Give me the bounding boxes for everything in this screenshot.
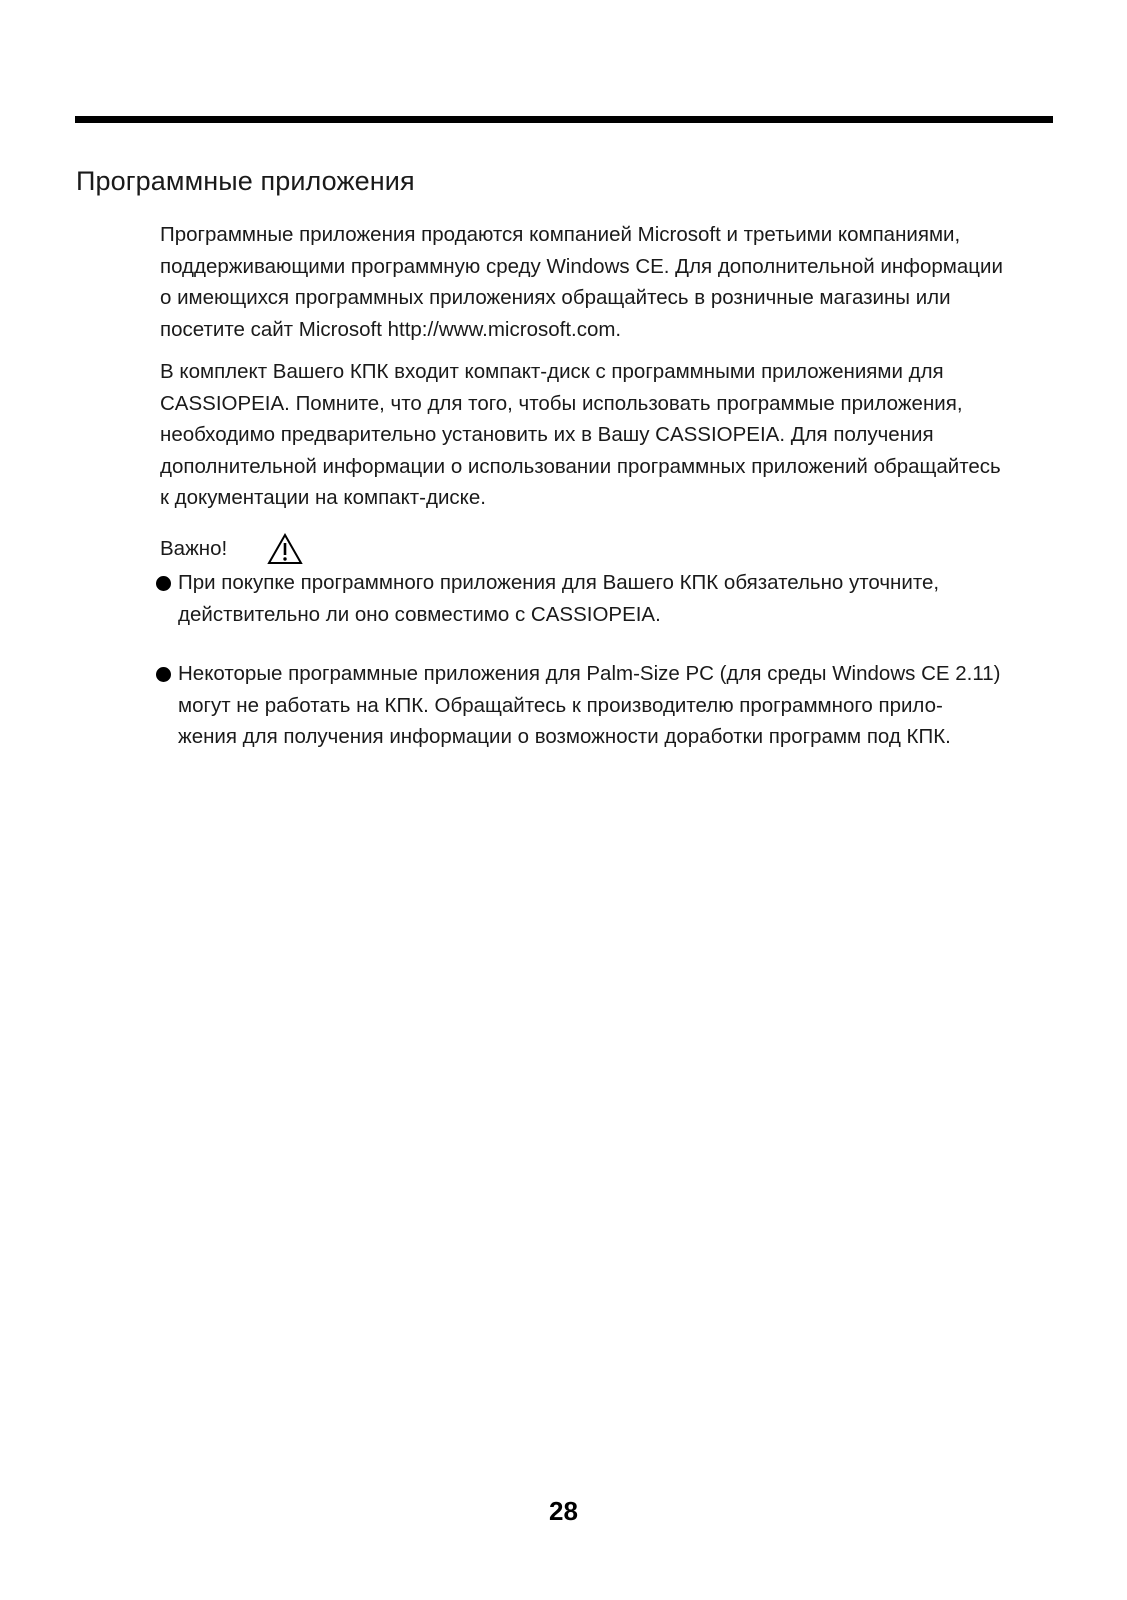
paragraph-line: CASSIOPEIA. Помните, что для того, чтобы использовать программые приложения, — [160, 391, 963, 415]
list-item-line: действительно ли оно совместимо с CASSIOPEIA. — [178, 602, 661, 626]
paragraph-line: дополнительной информации о использовании программных приложений обращайтесь — [160, 454, 1001, 478]
list-item-line: Некоторые программные приложения для Palm-Size PC (для среды Windows CE 2.11) — [178, 662, 1001, 685]
paragraph-line: необходимо предварительно установить их в Вашу CASSIOPEIA. Для получения — [160, 423, 934, 447]
list-item-text — [178, 658, 1000, 753]
paragraph-software-sources — [160, 219, 1100, 345]
important-note-heading — [160, 533, 303, 565]
paragraph-line: к документации на компакт-диске. — [160, 486, 486, 510]
list-item-line: жения для получения информации о возможности доработки программ под КПК. — [178, 725, 951, 749]
important-label: Важно! — [160, 537, 228, 560]
paragraph-line: посетите сайт Microsoft http://www.microsoft.com. — [160, 317, 622, 341]
bullet-icon — [156, 576, 171, 591]
list-item-text — [178, 567, 939, 630]
warning-icon — [267, 533, 303, 565]
paragraph-line: Программные приложения продаются компанией Microsoft и третьими компаниями, — [160, 223, 961, 246]
section-title: Программные приложения — [76, 166, 415, 196]
paragraph-line: поддерживающими программную среду Windows CE. Для дополнительной информации — [160, 254, 1003, 278]
section-divider — [75, 116, 1053, 123]
bullet-icon — [156, 667, 171, 682]
paragraph-line: о имеющихся программных приложениях обращайтесь в розничные магазины или — [160, 286, 951, 310]
page-number: 28 — [549, 1496, 578, 1526]
paragraph-line: В комплект Вашего КПК входит компакт-диск с программными приложениями для — [160, 360, 944, 383]
list-item-line: При покупке программного приложения для Вашего КПК обязательно уточните, — [178, 571, 940, 594]
list-item-line: могут не работать на КПК. Обращайтесь к производителю программного прило- — [178, 693, 943, 717]
paragraph-cd-contents — [160, 356, 1100, 514]
